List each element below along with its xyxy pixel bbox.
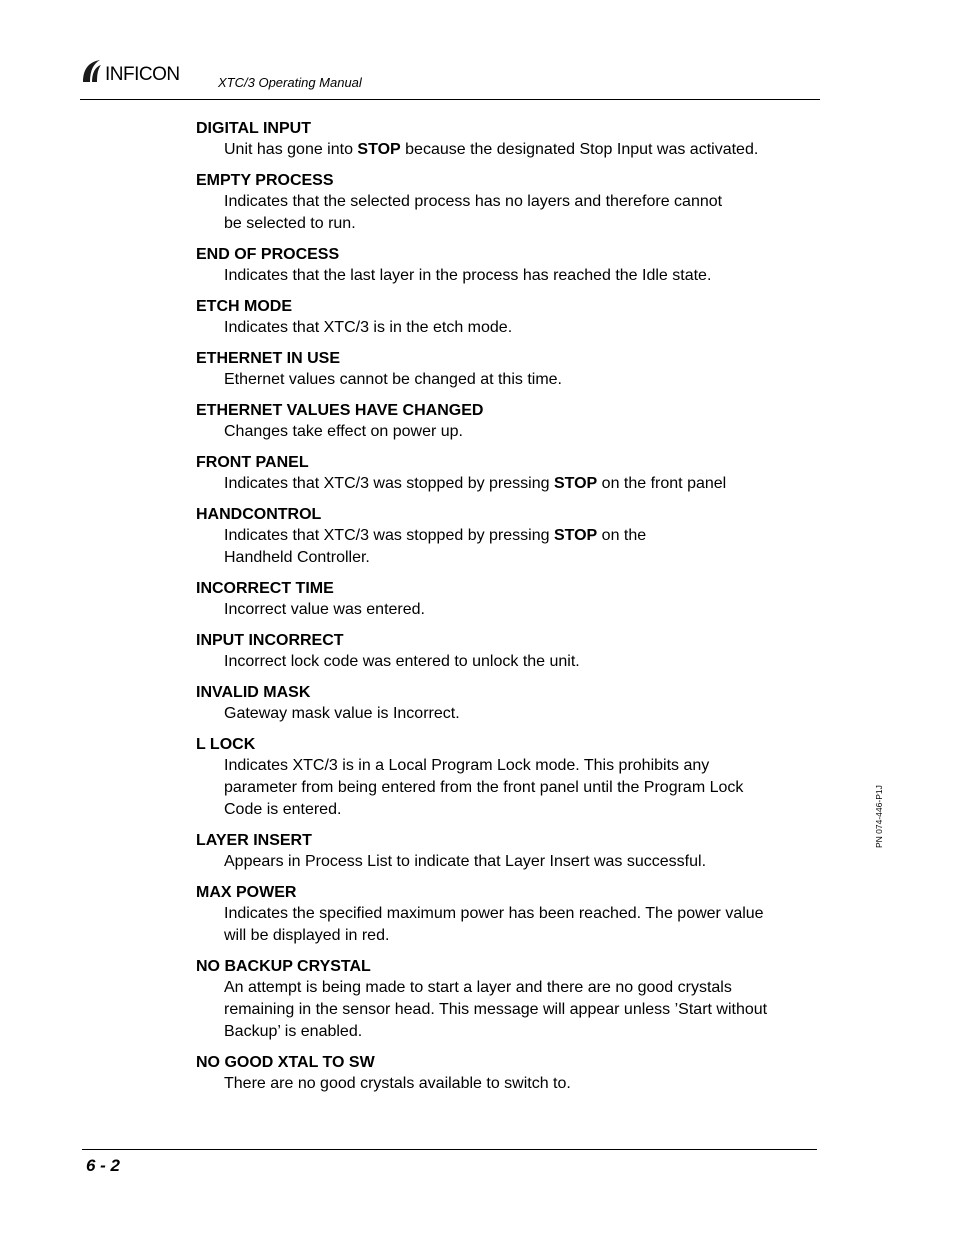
inficon-swoosh-icon bbox=[80, 58, 102, 84]
list-item bbox=[196, 1052, 811, 1095]
message-term: INVALID MASK bbox=[196, 684, 311, 701]
message-term: NO GOOD XTAL TO SW bbox=[196, 1054, 375, 1071]
list-item bbox=[196, 504, 811, 569]
message-description: Indicates the specified maximum power has been reached. The power value will be displayed in red. bbox=[224, 905, 764, 944]
header-rule bbox=[80, 99, 820, 100]
message-term: L LOCK bbox=[196, 736, 256, 753]
list-item bbox=[196, 348, 811, 391]
list-item bbox=[196, 734, 811, 821]
message-description: Incorrect value was entered. bbox=[224, 601, 425, 618]
inficon-logo bbox=[80, 58, 180, 84]
message-description: Indicates that the last layer in the process has reached the Idle state. bbox=[224, 267, 712, 284]
message-description: Incorrect lock code was entered to unlock the unit. bbox=[224, 653, 580, 670]
message-term: EMPTY PROCESS bbox=[196, 172, 334, 189]
message-term: ETHERNET VALUES HAVE CHANGED bbox=[196, 402, 484, 419]
list-item bbox=[196, 882, 811, 947]
message-description: Changes take effect on power up. bbox=[224, 423, 463, 440]
message-term: MAX POWER bbox=[196, 884, 297, 901]
list-item bbox=[196, 956, 811, 1043]
message-term: NO BACKUP CRYSTAL bbox=[196, 958, 371, 975]
list-item bbox=[196, 118, 811, 161]
list-item bbox=[196, 578, 811, 621]
list-item bbox=[196, 830, 811, 873]
message-description: Indicates that the selected process has no layers and therefore cannot be selected to run. bbox=[224, 193, 723, 232]
logo-text: INFICON bbox=[105, 64, 180, 85]
message-description: Indicates that XTC/3 is in the etch mode. bbox=[224, 319, 513, 336]
list-item bbox=[196, 296, 811, 339]
footer-rule bbox=[82, 1149, 817, 1150]
message-description: Gateway mask value is Incorrect. bbox=[224, 705, 460, 722]
message-term: LAYER INSERT bbox=[196, 832, 312, 849]
part-number: PN 074-446-P1J bbox=[874, 785, 884, 848]
message-description: Unit has gone into STOP because the designated Stop Input was activated. bbox=[224, 141, 759, 158]
message-description: Indicates that XTC/3 was stopped by pressing STOP on the Handheld Controller. bbox=[224, 527, 647, 566]
message-term: INPUT INCORRECT bbox=[196, 632, 344, 649]
message-term: HANDCONTROL bbox=[196, 506, 322, 523]
message-description: Ethernet values cannot be changed at this time. bbox=[224, 371, 562, 388]
message-description: Appears in Process List to indicate that Layer Insert was successful. bbox=[224, 853, 707, 870]
list-item bbox=[196, 452, 811, 495]
message-list bbox=[196, 118, 811, 1104]
page-number: 6 - 2 bbox=[86, 1156, 121, 1175]
list-item bbox=[196, 400, 811, 443]
message-description: Indicates that XTC/3 was stopped by pressing STOP on the front panel bbox=[224, 475, 727, 492]
message-term: DIGITAL INPUT bbox=[196, 120, 311, 137]
list-item bbox=[196, 682, 811, 725]
message-description: There are no good crystals available to switch to. bbox=[224, 1075, 571, 1092]
message-term: INCORRECT TIME bbox=[196, 580, 334, 597]
manual-title: XTC/3 Operating Manual bbox=[218, 75, 362, 90]
message-term: FRONT PANEL bbox=[196, 454, 309, 471]
message-term: ETHERNET IN USE bbox=[196, 350, 341, 367]
message-description: Indicates XTC/3 is in a Local Program Lock mode. This prohibits any parameter from being entered from the front panel until the Program Lock Code is entered. bbox=[224, 757, 744, 818]
list-item bbox=[196, 630, 811, 673]
message-term: ETCH MODE bbox=[196, 298, 292, 315]
message-term: END OF PROCESS bbox=[196, 246, 340, 263]
list-item bbox=[196, 244, 811, 287]
message-description: An attempt is being made to start a layer and there are no good crystals remaining in the sensor head. This message will appear unless ’Start without Backup’ is enabled. bbox=[224, 979, 768, 1040]
list-item bbox=[196, 170, 811, 235]
